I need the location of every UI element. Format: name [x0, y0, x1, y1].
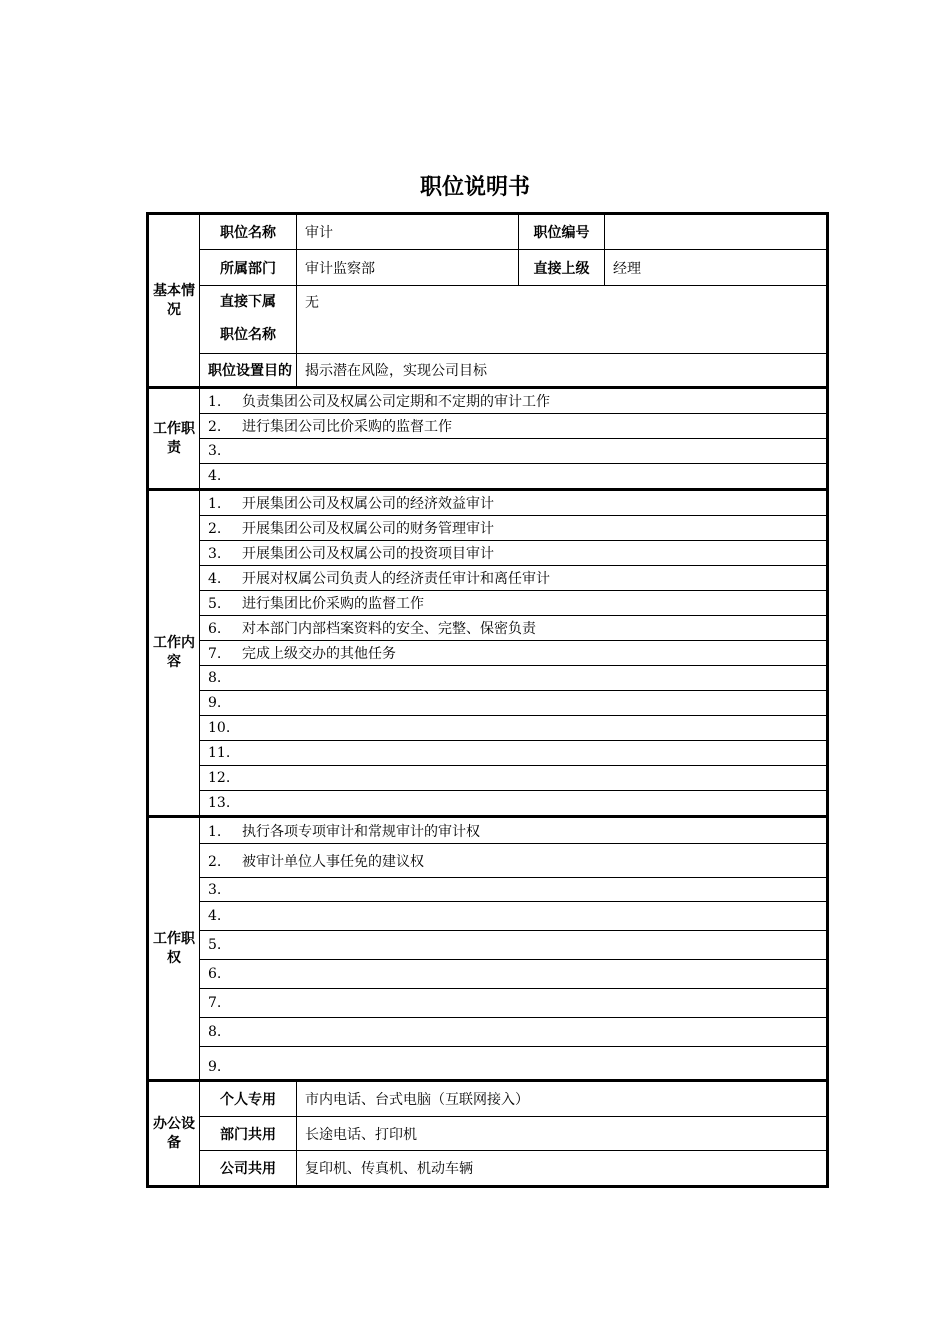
page-title: 职位说明书 — [419, 175, 530, 200]
content-item: 2. 开展集团公司及权属公司的财务管理审计 — [200, 516, 828, 541]
content-row — [148, 741, 828, 766]
content-item: 12. — [200, 766, 828, 791]
authority-item: 9. — [200, 1047, 828, 1081]
duty-row — [148, 464, 828, 490]
authority-item: 2. 被审计单位人事任免的建议权 — [200, 844, 828, 878]
duty-row — [148, 388, 828, 414]
subordinate-label-line2: 职位名称 — [220, 327, 276, 343]
superior-label: 直接上级 — [519, 250, 605, 286]
content-item: 4. 开展对权属公司负责人的经济责任审计和离任审计 — [200, 566, 828, 591]
content-item: 13. — [200, 791, 828, 817]
authority-row — [148, 902, 828, 931]
authority-row — [148, 844, 828, 878]
company-shared-value: 复印机、传真机、机动车辆 — [297, 1151, 828, 1187]
dept-value: 审计监察部 — [297, 250, 519, 286]
authority-row — [148, 960, 828, 989]
authority-row — [148, 1018, 828, 1047]
content-row — [148, 766, 828, 791]
content-row — [148, 691, 828, 716]
authority-item: 6. — [200, 960, 828, 989]
section-duties-label: 工作职责 — [148, 388, 200, 490]
company-shared-label: 公司共用 — [200, 1151, 297, 1187]
authority-row — [148, 989, 828, 1018]
dept-shared-label: 部门共用 — [200, 1117, 297, 1151]
content-item: 5. 进行集团比价采购的监督工作 — [200, 591, 828, 616]
content-item: 3. 开展集团公司及权属公司的投资项目审计 — [200, 541, 828, 566]
authority-item: 7. — [200, 989, 828, 1018]
personal-use-value: 市内电话、台式电脑（互联网接入） — [297, 1081, 828, 1117]
authority-item: 5. — [200, 931, 828, 960]
authority-item: 3. — [200, 878, 828, 902]
duty-row — [148, 414, 828, 439]
purpose-value: 揭示潜在风险，实现公司目标 — [297, 354, 828, 388]
subordinate-label-line1: 直接下属 — [220, 294, 276, 310]
duty-item: 3. — [200, 439, 828, 464]
content-row — [148, 716, 828, 741]
subordinate-value: 无 — [297, 286, 828, 354]
content-row — [148, 641, 828, 666]
subordinate-label — [200, 286, 297, 354]
authority-row — [148, 817, 828, 844]
content-row — [148, 566, 828, 591]
content-row — [148, 666, 828, 691]
job-description-form — [146, 212, 826, 1188]
dept-label: 所属部门 — [200, 250, 297, 286]
authority-row — [148, 931, 828, 960]
superior-value: 经理 — [605, 250, 828, 286]
authority-row — [148, 878, 828, 902]
content-row — [148, 616, 828, 641]
personal-use-label: 个人专用 — [200, 1081, 297, 1117]
content-row — [148, 516, 828, 541]
form-table — [146, 212, 829, 1188]
duty-item: 4. — [200, 464, 828, 490]
content-item: 11. — [200, 741, 828, 766]
position-name-value: 审计 — [297, 214, 519, 250]
content-row — [148, 541, 828, 566]
authority-row — [148, 1047, 828, 1081]
duty-item: 2. 进行集团公司比价采购的监督工作 — [200, 414, 828, 439]
dept-shared-value: 长途电话、打印机 — [297, 1117, 828, 1151]
section-equipment-label: 办公设备 — [148, 1081, 200, 1187]
section-basic-label: 基本情况 — [148, 214, 200, 388]
content-row — [148, 490, 828, 516]
position-name-label: 职位名称 — [200, 214, 297, 250]
section-content-label: 工作内容 — [148, 490, 200, 817]
content-item: 1. 开展集团公司及权属公司的经济效益审计 — [200, 490, 828, 516]
content-row — [148, 791, 828, 817]
content-item: 7. 完成上级交办的其他任务 — [200, 641, 828, 666]
content-item: 10. — [200, 716, 828, 741]
position-no-label: 职位编号 — [519, 214, 605, 250]
content-item: 6. 对本部门内部档案资料的安全、完整、保密负责 — [200, 616, 828, 641]
content-row — [148, 591, 828, 616]
duty-row — [148, 439, 828, 464]
content-item: 9. — [200, 691, 828, 716]
content-item: 8. — [200, 666, 828, 691]
authority-item: 4. — [200, 902, 828, 931]
duty-item: 1. 负责集团公司及权属公司定期和不定期的审计工作 — [200, 388, 828, 414]
position-no-value — [605, 214, 828, 250]
purpose-label: 职位设置目的 — [200, 354, 297, 388]
authority-item: 8. — [200, 1018, 828, 1047]
authority-item: 1. 执行各项专项审计和常规审计的审计权 — [200, 817, 828, 844]
section-authority-label: 工作职权 — [148, 817, 200, 1081]
